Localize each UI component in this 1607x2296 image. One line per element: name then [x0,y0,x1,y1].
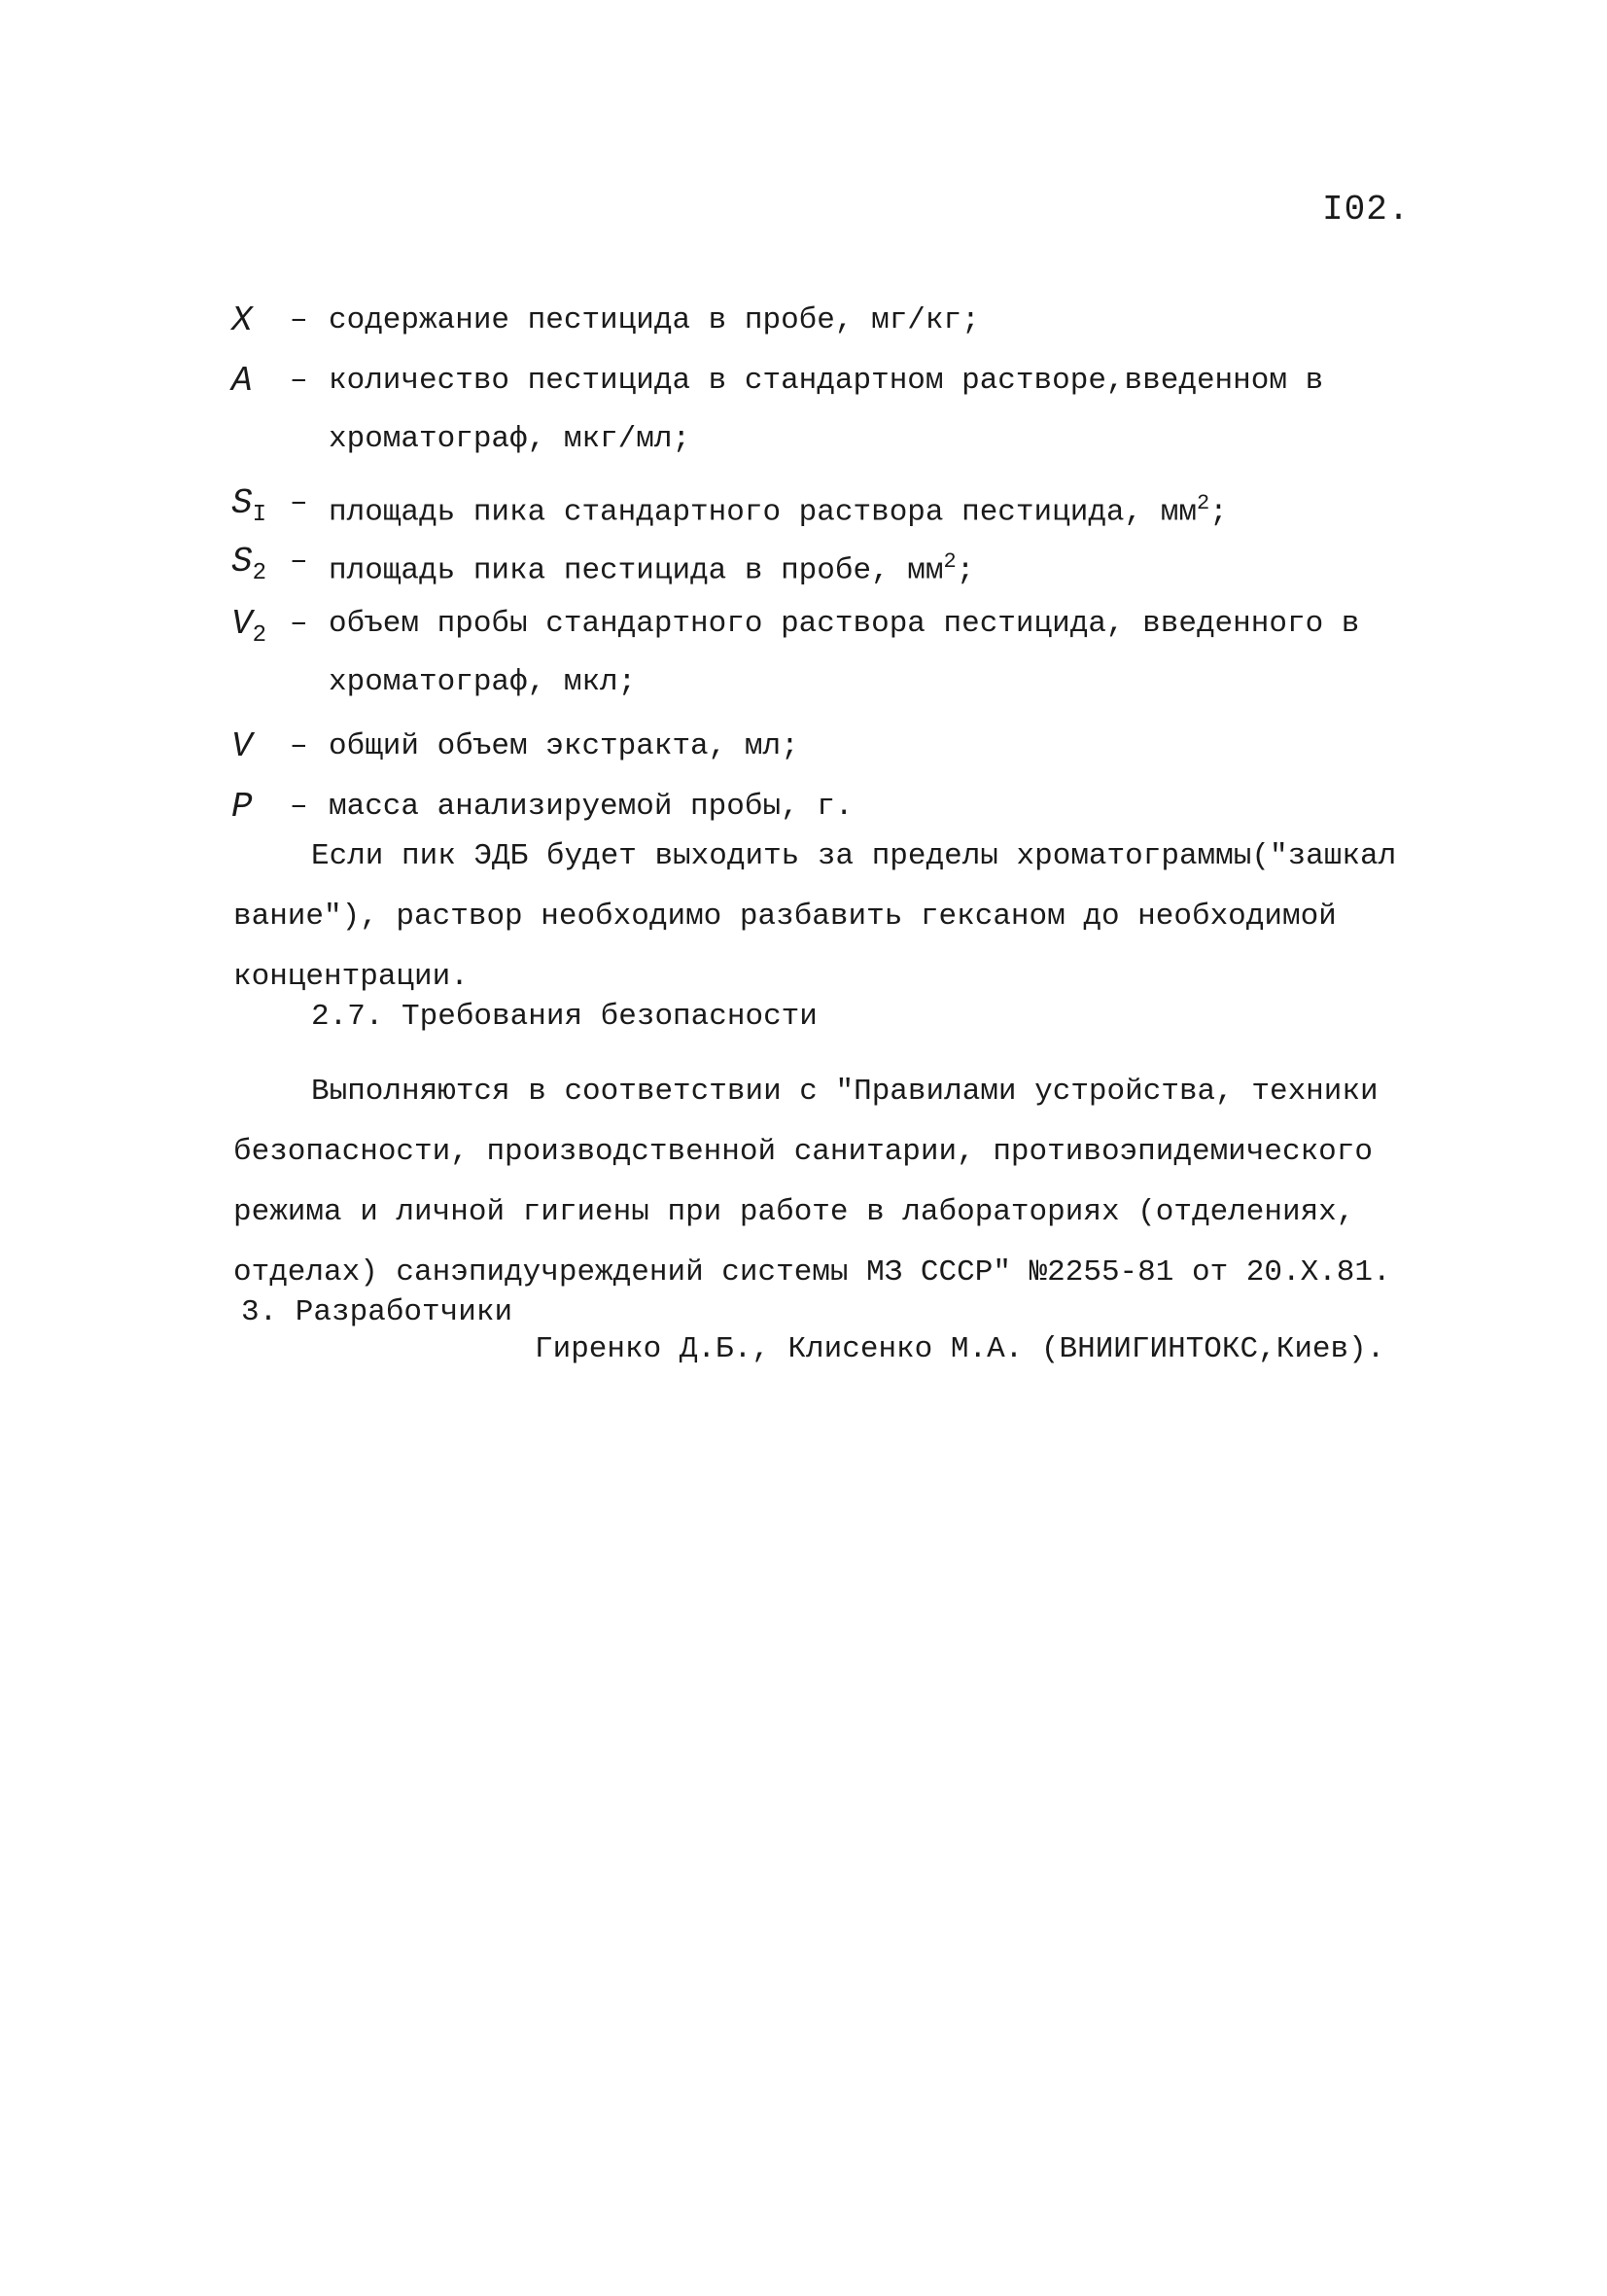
paragraph-line: концентрации. [233,960,469,994]
definition-symbol: $S_I$ [231,483,267,529]
definition-dash: – [290,729,308,763]
definition-symbol: А [231,361,253,401]
definition-tail: ; [956,553,975,588]
paragraph-safety [233,1062,1419,1303]
definition-text [329,718,799,776]
unit-superscript: 2 [1196,491,1210,515]
paragraph-line: отделах) санэпидучреждений системы МЗ СССР" №2255-81 от 20.X.81. [233,1255,1391,1289]
definition-text-main: общий объем экстракта, мл; [329,729,799,763]
definition-symbol: $S_2$ [231,542,267,587]
paragraph-line: вание"), раствор необходимо разбавить гексаном до необходимой [233,900,1337,934]
definition-symbol: $V_2$ [231,604,267,650]
definition-continuation: хроматограф, мкл; [329,665,637,699]
paragraph-dilution [233,827,1419,1007]
symbol-subscript: I [252,502,267,529]
definition-dash: – [290,607,308,641]
definition-text-main: количество пестицида в стандартном растворе,введенном в [329,364,1324,398]
section-heading: 2.7. Требования безопасности [311,1000,818,1034]
paragraph-line: безопасности, производственной санитарии, противоэпидемического [233,1135,1373,1169]
symbol-subscript: 2 [252,560,267,587]
definition-text [329,292,980,350]
definition-text-main: площадь пика пестицида в пробе, мм [329,553,944,588]
paragraph-line: Выполняются в соответствии с "Правилами устройства, техники [311,1075,1379,1109]
definition-dash: – [290,545,308,579]
definition-text-main: содержание пестицида в пробе, мг/кг; [329,303,980,337]
unit-superscript: 2 [943,549,957,574]
definition-symbol: V [231,726,253,766]
definition-tail: ; [1209,495,1228,530]
definition-text-main: масса анализируемой пробы, г. [329,790,854,824]
paragraph-line: Если пик ЭДБ будет выходить за пределы хроматограммы("зашкал [311,839,1397,873]
symbol-subscript: 2 [252,622,267,650]
page-number: I02. [1322,190,1411,230]
definition-dash: – [290,303,308,337]
definition-dash: – [290,790,308,824]
definition-text-main: площадь пика стандартного раствора пестицида, мм [329,495,1197,530]
definition-symbol: P [231,787,253,827]
definition-dash: – [290,364,308,398]
definition-dash: – [290,486,308,520]
authors-line: Гиренко Д.Б., Клисенко М.А. (ВНИИГИНТОКС,Киев). [535,1332,1385,1366]
definition-text-main: объем пробы стандартного раствора пестицида, введенного в [329,607,1360,641]
definition-text [329,352,1323,410]
definition-symbol: X [231,300,253,340]
definition-text [329,533,974,600]
section-developers-title: 3. Разработчики [241,1295,513,1329]
definition-text [329,475,1228,542]
paragraph-line: режима и личной гигиены при работе в лабораториях (отделениях, [233,1195,1355,1229]
definition-text [329,595,1359,653]
definition-continuation: хроматограф, мкг/мл; [329,422,691,456]
